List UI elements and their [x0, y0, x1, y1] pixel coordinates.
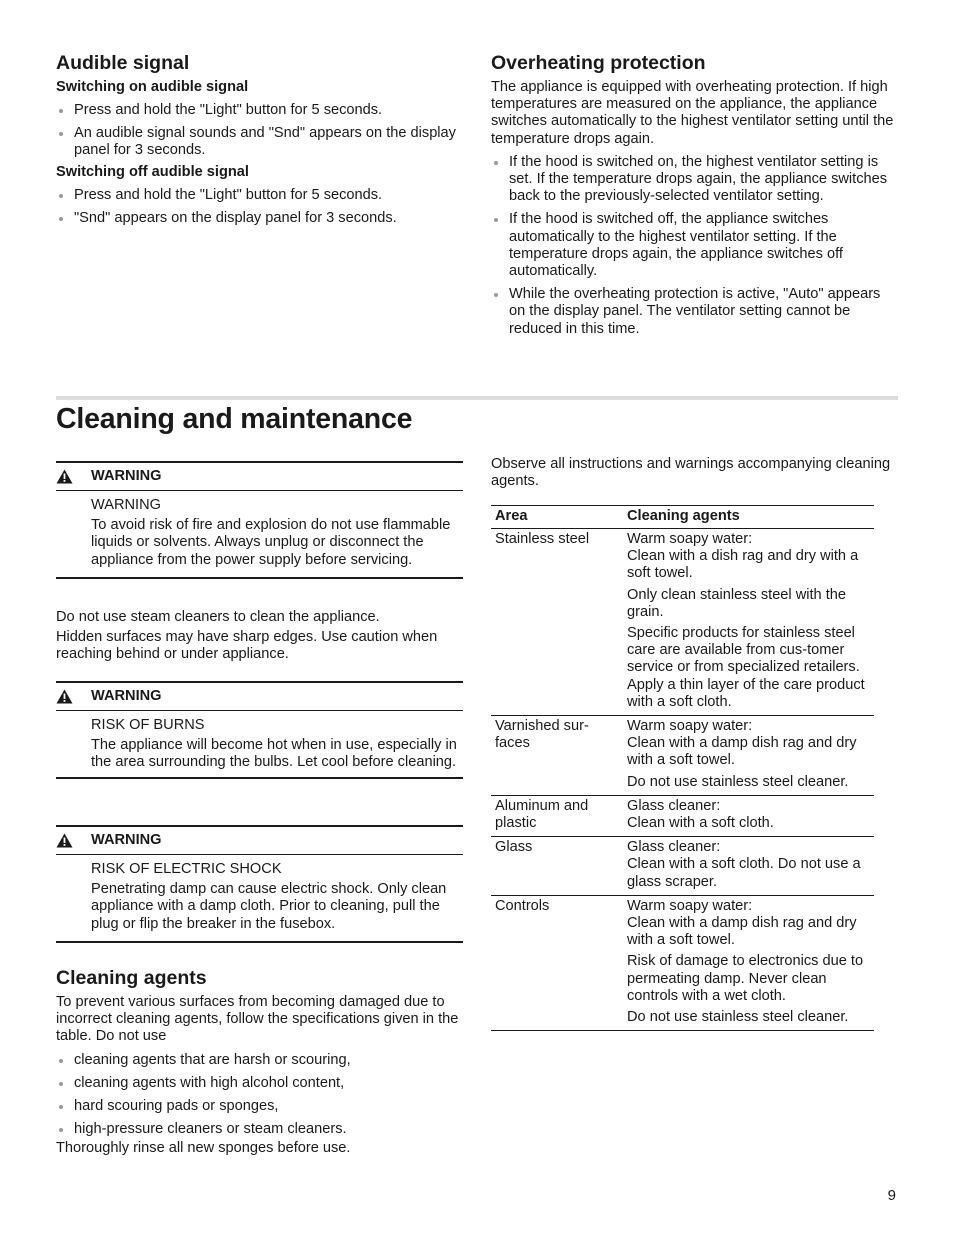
agent-text: Glass cleaner: Clean with a soft cloth. — [627, 797, 774, 832]
warning-subtitle: RISK OF ELECTRIC SHOCK — [91, 861, 282, 877]
list-item: While the overheating protection is active, "Auto" appears on the display panel. The ventilator setting cannot be reduced in this time. — [491, 286, 896, 338]
agent-text: Risk of damage to electronics due to permeating damp. Never clean controls with a wet cloth. — [627, 953, 864, 1004]
table-row — [491, 795, 874, 836]
warning-body — [56, 855, 463, 941]
steam-cleaner-note: Do not use steam cleaners to clean the appliance. — [56, 609, 380, 625]
list-item: Press and hold the "Light" button for 5 seconds. — [56, 187, 463, 204]
list-item: If the hood is switched on, the highest ventilator setting is set. If the temperature drops again, the appliance switches back to the previously-selected ventilator setting. — [491, 154, 896, 206]
list-item: If the hood is switched off, the appliance switches automatically to the highest ventilator setting. If the temperature drops again, the appliance switches off automatically. — [491, 211, 896, 280]
table-cell-agents — [623, 795, 874, 836]
list-item: Press and hold the "Light" button for 5 seconds. — [56, 102, 463, 119]
warning-triangle-icon — [56, 689, 73, 704]
warning-box-fire — [56, 461, 463, 579]
switching-off-heading: Switching off audible signal — [56, 163, 249, 180]
switching-off-list — [56, 187, 463, 227]
audible-signal-title: Audible signal — [56, 52, 190, 74]
list-item: cleaning agents that are harsh or scouring, — [56, 1052, 463, 1069]
warning-label: WARNING — [91, 687, 162, 704]
overheating-title: Overheating protection — [491, 52, 706, 74]
warning-triangle-icon — [56, 469, 73, 484]
list-item: An audible signal sounds and "Snd" appears on the display panel for 3 seconds. — [56, 125, 463, 159]
overheating-section — [491, 52, 896, 344]
list-item: high-pressure cleaners or steam cleaners. — [56, 1121, 463, 1138]
warning-label: WARNING — [91, 467, 162, 484]
list-item: hard scouring pads or sponges, — [56, 1098, 463, 1115]
warning-header — [56, 681, 463, 711]
cleaning-agents-table-wrap — [491, 505, 874, 1031]
agent-text: Do not use stainless steel cleaner. — [627, 1009, 849, 1026]
warning-box-burns — [56, 681, 463, 779]
table-cell-area: Varnished sur-faces — [491, 716, 623, 796]
cleaning-agents-list — [56, 1052, 463, 1139]
switching-on-heading: Switching on audible signal — [56, 79, 249, 95]
cleaning-agents-section — [56, 967, 463, 1158]
warning-box-shock — [56, 825, 463, 943]
list-item: "Snd" appears on the display panel for 3 seconds. — [56, 210, 463, 227]
table-cell-area: Controls — [491, 895, 623, 1030]
section-divider — [56, 396, 898, 400]
table-cell-area: Aluminum and plastic — [491, 795, 623, 836]
cleaning-title: Cleaning and maintenance — [56, 403, 413, 435]
cleaning-agents-table — [491, 505, 874, 1031]
overheating-list — [491, 154, 896, 338]
overheating-intro: The appliance is equipped with overheating protection. If high temperatures are measured on the appliance, the appliance switches automatically to the highest ventilator setting until the temperature drops again. — [491, 79, 894, 147]
page-number: 9 — [887, 1187, 896, 1204]
warning-text: To avoid risk of fire and explosion do not use flammable liquids or solvents. Always unplug or disconnect the appliance from the power supply before servicing. — [91, 517, 451, 568]
agent-text: Specific products for stainless steel care are available from cus-tomer service or from specialized retailers. Apply a thin layer of the care product with a soft cloth. — [627, 625, 865, 710]
warning-label: WARNING — [91, 831, 162, 848]
warning-header — [56, 825, 463, 855]
table-cell-agents — [623, 529, 874, 716]
table-header-row — [491, 506, 874, 529]
warning-subtitle: WARNING — [91, 497, 161, 513]
cleaning-agents-title: Cleaning agents — [56, 967, 207, 989]
hidden-surfaces-note: Hidden surfaces may have sharp edges. Use caution when reaching behind or under appliance. — [56, 629, 438, 663]
warning-triangle-icon — [56, 833, 73, 848]
audible-signal-section — [56, 52, 463, 233]
column-header-agents: Cleaning agents — [623, 506, 874, 529]
table-row — [491, 837, 874, 896]
warning-body — [56, 711, 463, 777]
table-cell-agents — [623, 837, 874, 896]
warning-header — [56, 461, 463, 491]
list-item: cleaning agents with high alcohol content, — [56, 1075, 463, 1092]
column-header-area: Area — [491, 506, 623, 529]
agent-text: Only clean stainless steel with the grain. — [627, 586, 847, 620]
agent-text: Warm soapy water: Clean with a dish rag and dry with a soft towel. — [627, 531, 859, 582]
agent-text: Warm soapy water: Clean with a damp dish rag and dry with a soft towel. — [627, 897, 857, 949]
warning-text: Penetrating damp can cause electric shock. Only clean appliance with a damp cloth. Prior to cleaning, pull the plug or flip the breaker in the fusebox. — [91, 881, 447, 932]
agent-text: Glass cleaner: Clean with a soft cloth. Do not use a glass scraper. — [627, 839, 861, 890]
agent-text: Do not use stainless steel cleaner. — [627, 773, 849, 790]
table-row — [491, 529, 874, 716]
table-intro: Observe all instructions and warnings accompanying cleaning agents. — [491, 456, 891, 490]
warning-subtitle: RISK OF BURNS — [91, 717, 205, 733]
switching-on-list — [56, 102, 463, 160]
warning-text: The appliance will become hot when in use, especially in the area surrounding the bulbs. Let cool before cleaning. — [91, 737, 457, 771]
table-cell-area: Glass — [491, 837, 623, 896]
cleaning-agents-closing: Thoroughly rinse all new sponges before use. — [56, 1140, 351, 1157]
agent-text: Warm soapy water: Clean with a damp dish rag and dry with a soft towel. — [627, 718, 857, 769]
table-row — [491, 895, 874, 1030]
cleaning-agents-intro: To prevent various surfaces from becoming damaged due to incorrect cleaning agents, follow the specifications given in the table. Do not use — [56, 994, 459, 1045]
table-cell-agents — [623, 895, 874, 1030]
table-row — [491, 716, 874, 796]
table-cell-agents — [623, 716, 874, 796]
warning-body — [56, 491, 463, 577]
table-cell-area: Stainless steel — [491, 529, 623, 716]
